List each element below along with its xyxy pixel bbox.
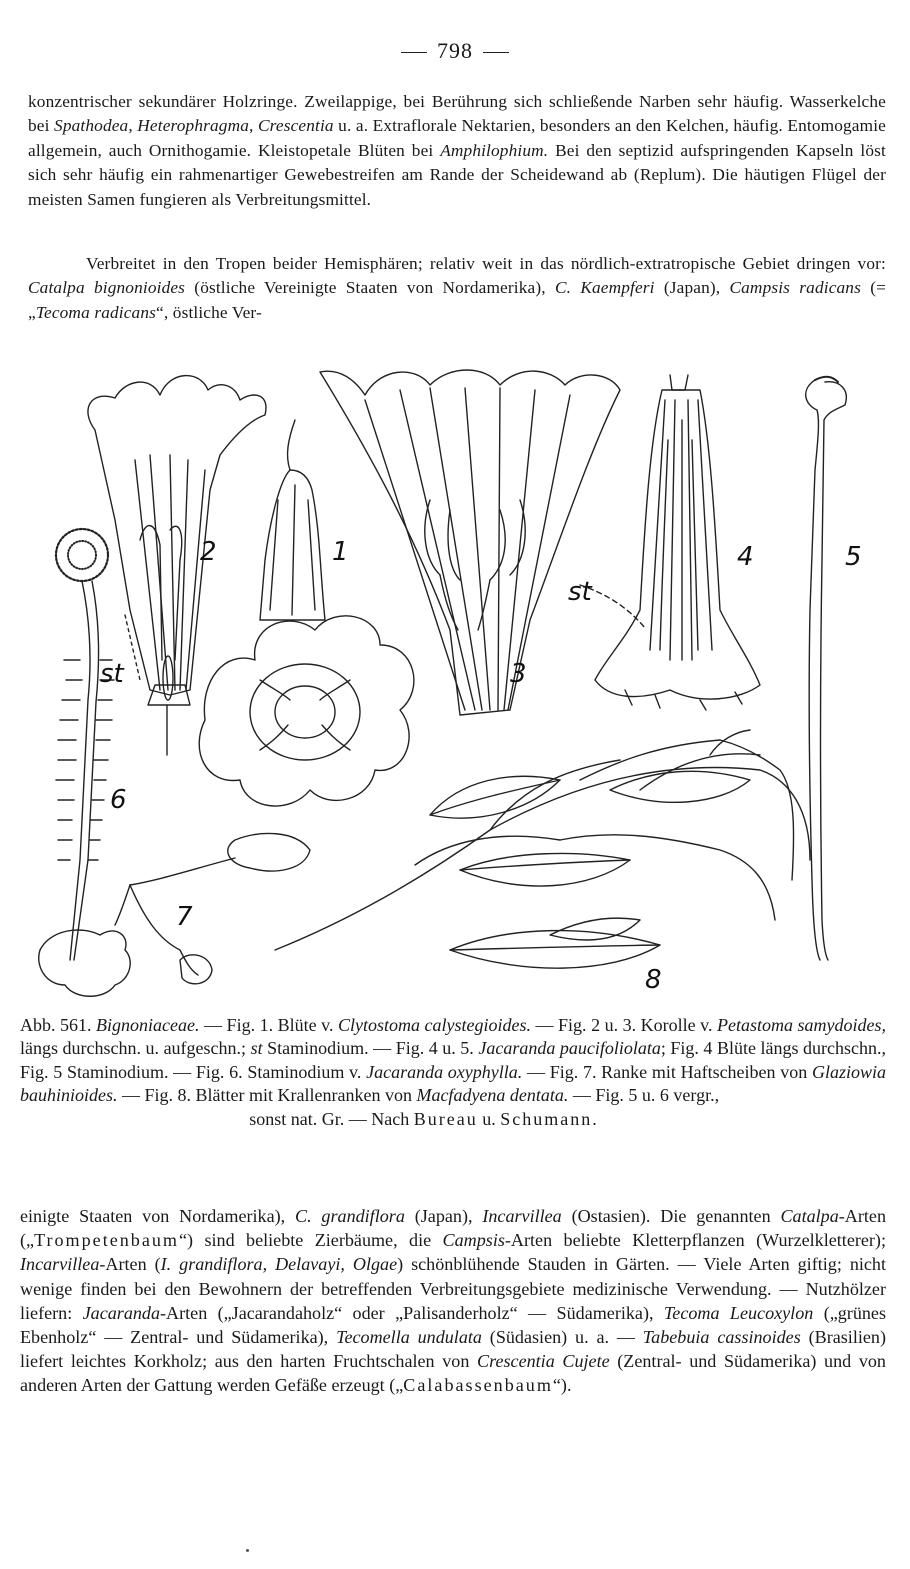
caption-last-line: [20, 1108, 886, 1131]
text-run: (Südasien) u. a. —: [481, 1327, 643, 1348]
text-run: C. grandiflora: [295, 1206, 405, 1226]
fig7-label: 7: [176, 902, 193, 932]
text-run: “) sind beliebte Zierbäume, die: [179, 1230, 443, 1251]
text-run: C. Kaempferi: [554, 278, 655, 298]
page-number-dash-right: [483, 52, 509, 53]
text-run: .: [592, 1108, 597, 1129]
fig1-label: 1: [332, 537, 349, 567]
text-run: Abb. 561.: [20, 1015, 97, 1035]
text-run: I. grandiflora, Delavayi, Olgae: [160, 1254, 398, 1275]
fig6-label: 6: [110, 785, 127, 815]
fig1-flower: [199, 420, 414, 806]
text-run: Bignoniaceae.: [96, 1015, 200, 1035]
text-run: st: [250, 1038, 263, 1059]
text-run: (Ostasien). Die genannten: [561, 1206, 781, 1226]
text-run: Staminodium. — Fig. 4 u. 5.: [262, 1038, 479, 1059]
caption-body: [20, 1015, 886, 1105]
paragraph-3: [20, 1204, 886, 1398]
text-run: Campsis radicans: [729, 278, 861, 298]
text-run: Tecoma Leucoxylon: [663, 1302, 814, 1323]
text-run: ) schönblühende Stauden in Gärten. — Viele Arten giftig; nicht wenige finden bei den Bewohnern der betreffenden Verbreitungsgebiete medizinische Verwendung. — Nutzhölzer liefern:: [20, 1254, 887, 1323]
botanical-figure: [20, 360, 890, 1008]
fig2-label: 2: [200, 537, 217, 567]
text-run: einigte Staaten von Nordamerika),: [20, 1206, 295, 1226]
text-run: Schumann: [500, 1108, 593, 1129]
text-run: sonst nat. Gr. — Nach: [249, 1108, 414, 1129]
text-run: “, östliche Ver-: [156, 302, 262, 322]
text-run: — Fig. 7. Ranke mit Haftscheiben von: [522, 1061, 812, 1082]
paragraph-2: [28, 252, 886, 325]
text-run: (Japan),: [404, 1206, 483, 1226]
page-number-dash-left: [401, 52, 427, 53]
text-run: Jacaranda: [82, 1302, 161, 1323]
text-run: Petastoma samydoides,: [717, 1015, 887, 1035]
fig8-branch: [275, 730, 810, 968]
text-run: Jacaranda oxyphylla.: [366, 1061, 523, 1082]
text-run: Verbreitet in den Tropen beider Hemisphären; relativ weit in das nördlich-extratropische Gebiet dringen vor:: [86, 254, 886, 273]
text-run: Glaziowia bauhinioides.: [20, 1061, 886, 1106]
text-run: (östliche Vereinigte Staaten von Nordamerika),: [185, 278, 555, 298]
text-run: Spathodea, Heterophragma, Crescentia: [54, 116, 334, 136]
text-run: Tecomella undulata: [336, 1327, 482, 1348]
paragraph-1: [28, 90, 886, 212]
text-run: Jacaranda paucifoliolata: [478, 1038, 661, 1059]
text-run: “).: [552, 1375, 572, 1396]
text-run: -Arten („Jacarandaholz“ oder „Palisanderholz“ — Südamerika),: [160, 1302, 664, 1323]
text-run: Trompetenbaum: [34, 1230, 180, 1251]
text-run: Amphilophium.: [440, 140, 549, 160]
fig4-label: 4: [737, 542, 754, 572]
text-run: Incarvillea: [20, 1254, 100, 1275]
text-run: Clytostoma calystegioides.: [338, 1015, 531, 1035]
text-run: Crescentia Cujete: [477, 1351, 610, 1372]
text-run: -Arten beliebte Kletterpflanzen (Wurzelkletterer);: [504, 1230, 886, 1251]
text-run: konzentrischer sekundärer Holzringe. Zweilappige, bei Berührung sich schließende Narben sehr häufig. Wasserkelche bei: [28, 92, 886, 136]
fig5-label: 5: [845, 542, 862, 572]
text-run: Tabebuia cassinoides: [642, 1327, 801, 1348]
text-run: — Fig. 1. Blüte v.: [199, 1015, 338, 1035]
fig6-staminodium: [56, 529, 114, 960]
text-run: Macfadyena dentata.: [416, 1085, 569, 1106]
text-run: Catalpa: [780, 1206, 839, 1226]
fig8-label: 8: [645, 965, 662, 995]
fig2-corolla-section: [88, 376, 266, 755]
fig5-staminodium: [806, 377, 847, 960]
fig3-label: 3: [510, 659, 527, 689]
text-run: — Fig. 2 u. 3. Korolle v.: [531, 1015, 718, 1035]
page-number: [0, 38, 910, 64]
text-run: (Brasilien) liefert leichtes Korkholz; aus den harten Fruchtschalen von: [20, 1327, 886, 1372]
text-run: Incarvillea: [482, 1206, 562, 1226]
fig4-flower-section: [580, 375, 760, 710]
text-run: (Japan),: [654, 278, 730, 298]
text-run: („grünes Ebenholz“ — Zentral- und Südamerika),: [20, 1302, 886, 1348]
text-run: -Arten („: [20, 1206, 887, 1251]
text-run: (= „: [28, 278, 886, 322]
text-run: — Fig. 5 u. 6 vergr.,: [568, 1085, 720, 1106]
text-run: u. a. Extraflorale Nektarien, besonders an den Kelchen, häufig. Entomogamie allgemein, auch Ornithogamie. Kleistopetale Blüten bei: [28, 116, 886, 160]
text-run: Tecoma radicans: [35, 302, 157, 322]
fig3-corolla-opened: [320, 370, 620, 715]
st-label-center: st: [568, 577, 592, 607]
text-run: Bureau: [413, 1108, 478, 1129]
page-number-text: 798: [437, 38, 473, 63]
text-run: Calabassenbaum: [403, 1375, 553, 1396]
text-run: ; Fig. 4 Blüte längs durchschn., Fig. 5 Staminodium. — Fig. 6. Staminodium v.: [20, 1038, 886, 1082]
text-run: -Arten (: [99, 1254, 161, 1275]
text-run: (Zentral- und Südamerika) und von anderen Arten der Gattung werden Gefäße erzeugt („: [20, 1351, 886, 1396]
figure-caption: [20, 1014, 886, 1131]
text-run: Bei den septizid aufspringenden Kapseln löst sich sehr häufig ein rahmenartiger Gewebestreifen am Rande der Scheidewand ab (Replum). Die häutigen Flügel der meisten Samen fungieren als Verbreitungsmittel.: [28, 140, 886, 209]
text-run: längs durchschn. u. aufgeschn.;: [20, 1038, 251, 1059]
text-run: Catalpa bignonioides: [28, 278, 186, 298]
st-label-left: st: [100, 659, 124, 689]
text-run: Campsis: [442, 1230, 505, 1251]
text-run: — Fig. 8. Blätter mit Krallenranken von: [117, 1085, 417, 1106]
text-run: u.: [477, 1108, 501, 1129]
speck-mark: [246, 1549, 249, 1552]
